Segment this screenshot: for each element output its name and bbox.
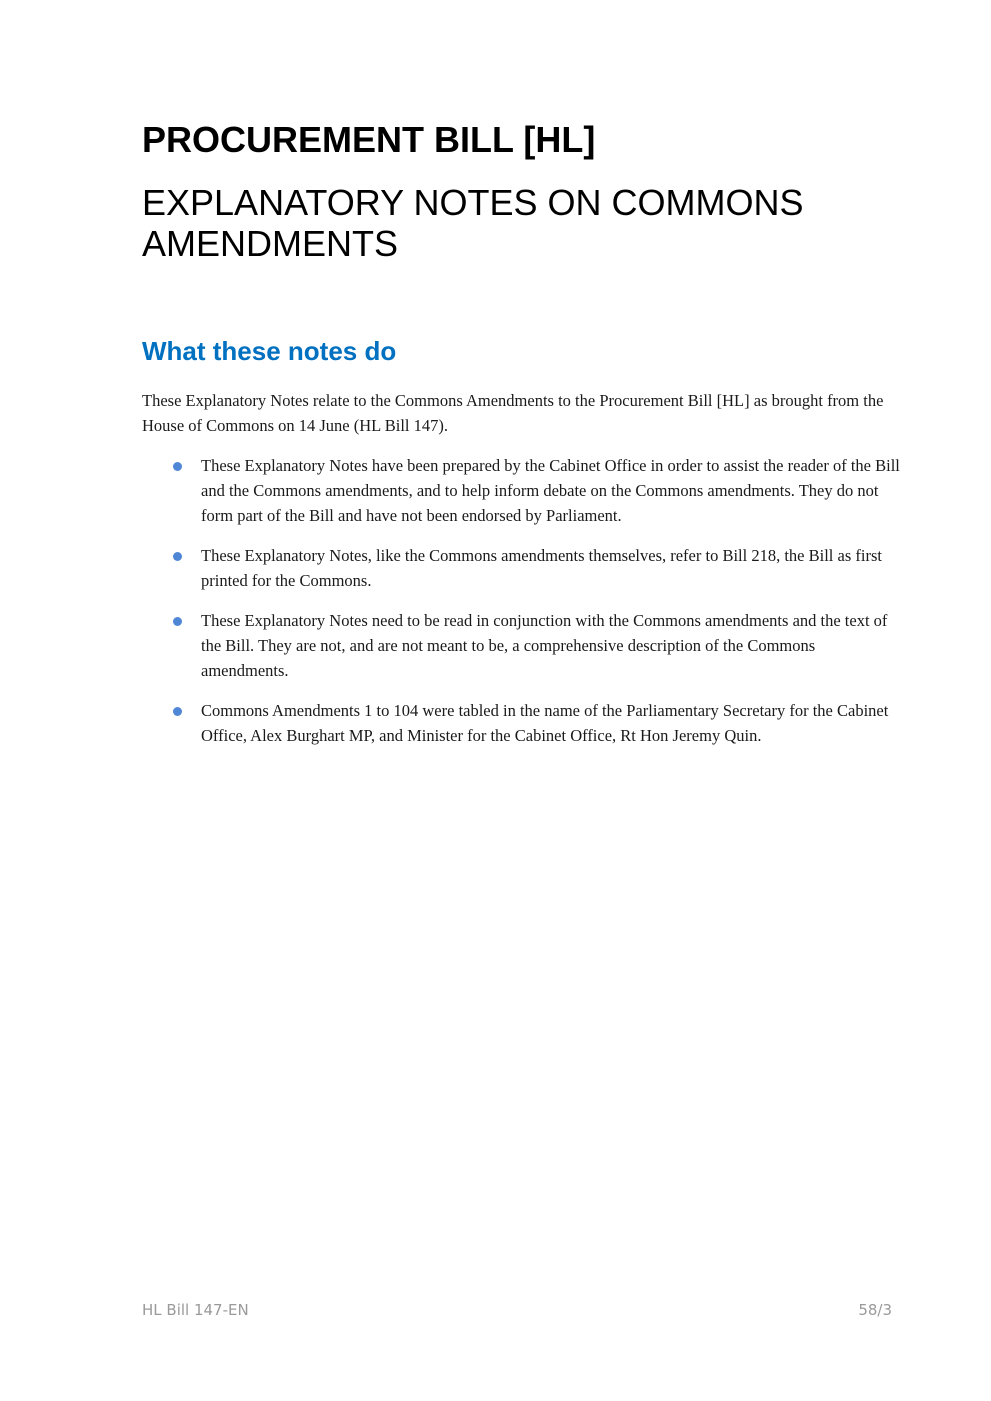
list-item-text: These Explanatory Notes have been prepared by the Cabinet Office in order to assist the reader of the Bill and the Commons amendments, and to help inform debate on the Commons amendments. They do not form part of the Bill and have not been endorsed by Parliament.	[201, 456, 900, 525]
list-item	[142, 698, 902, 748]
document-body	[142, 388, 902, 763]
bullet-list	[142, 453, 902, 748]
footer-page-number: 58/3	[858, 1301, 892, 1319]
section-heading: What these notes do	[142, 336, 397, 366]
document-title: PROCUREMENT BILL [HL]	[142, 119, 596, 160]
bullet-icon	[173, 617, 182, 626]
list-item	[142, 608, 902, 683]
list-item	[142, 453, 902, 528]
bullet-icon	[173, 707, 182, 716]
bullet-icon	[173, 552, 182, 561]
bullet-icon	[173, 462, 182, 471]
list-item-text: These Explanatory Notes need to be read in conjunction with the Commons amendments and the text of the Bill. They are not, and are not meant to be, a comprehensive description of the Commons amendments.	[201, 611, 888, 680]
footer-bill-reference: HL Bill 147-EN	[142, 1301, 249, 1319]
document-subtitle: EXPLANATORY NOTES ON COMMONS AMENDMENTS	[142, 182, 804, 264]
list-item-text: These Explanatory Notes, like the Commons amendments themselves, refer to Bill 218, the Bill as first printed for the Commons.	[201, 546, 882, 590]
intro-paragraph: These Explanatory Notes relate to the Commons Amendments to the Procurement Bill [HL] as brought from the House of Commons on 14 June (HL Bill 147).	[142, 391, 884, 435]
list-item	[142, 543, 902, 593]
list-item-text: Commons Amendments 1 to 104 were tabled in the name of the Parliamentary Secretary for the Cabinet Office, Alex Burghart MP, and Minister for the Cabinet Office, Rt Hon Jeremy Quin.	[201, 701, 889, 745]
